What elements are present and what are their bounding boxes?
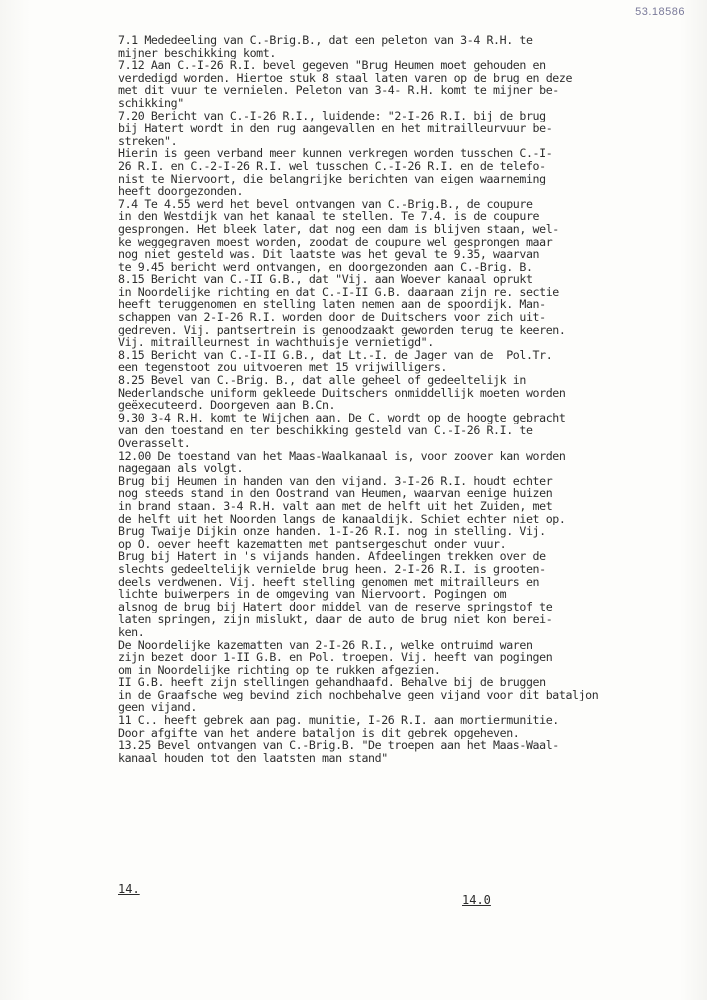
text-line: zijn bezet door 1-II G.B. en Pol. troepen. Vij. heeft van pogingen	[118, 651, 553, 664]
text-line: 8.15 Bericht van C.-I-II G.B., dat Lt.-I. de Jager van de Pol.Tr.	[118, 348, 553, 362]
text-line: mijner beschikking komt.	[118, 46, 276, 60]
text-line: II G.B. heeft zijn stellingen gehandhaafd. Behalve bij de bruggen	[118, 676, 546, 689]
text-line: een tegenstoot zou uitvoeren met 15 vrijwilligers.	[118, 361, 448, 375]
text-line: bij Hatert wordt in den rug aangevallen en het mitrailleurvuur be-	[118, 122, 553, 135]
text-line: Brug bij Heumen in handen van den vijand. 3-I-26 R.I. houdt echter	[118, 474, 553, 488]
text-line: gesprongen. Het bleek later, dat nog een dam is blijven staan, wel-	[118, 222, 559, 236]
text-line: heeft doorgezonden.	[118, 185, 244, 198]
text-line: 7.20 Bericht van C.-I-26 R.I., luidende: "2-I-26 R.I. bij de brug	[118, 109, 546, 123]
text-line: 7.4 Te 4.55 werd het bevel ontvangen van C.-Brig.B., de coupure	[118, 197, 533, 211]
text-line: nog niet gesteld was. Dit laatste was het geval te 9.35, waarvan	[118, 248, 540, 261]
text-line: van den toestand en ter beschikking gesteld van C.-I-26 R.I. te	[118, 424, 533, 437]
text-line: te 9.45 bericht werd ontvangen, en doorgezonden aan C.-Brig. B.	[118, 260, 533, 274]
text-line: deels verdwenen. Vij. heeft stelling genomen met mitrailleurs en	[118, 575, 540, 589]
text-line: nog steeds stand in den Oostrand van Heumen, waarvan eenige huizen	[118, 487, 553, 500]
text-line: 8.25 Bevel van C.-Brig. B., dat alle geheel of gedeeltelijk in	[118, 374, 526, 387]
text-line: schappen van 2-I-26 R.I. worden door de Duitschers voor zich uit-	[118, 311, 546, 324]
text-line: 13.25 Bevel ontvangen van C.-Brig.B. "De troepen aan het Maas-Waal-	[118, 739, 559, 752]
text-line: op O. oever heeft kazematten met pantsergeschut onder vuur.	[118, 537, 507, 551]
text-line: streken".	[118, 134, 178, 148]
text-line: geen vijand.	[118, 701, 197, 715]
text-line: in Noordelijke richting en dat C.-I-II G.B. daaraan zijn re. sectie	[118, 285, 559, 299]
text-line: Brug bij Hatert in 's vijands handen. Afdeelingen trekken over de	[118, 550, 546, 563]
text-line: gedreven. Vij. pantsertrein is genoodzaakt geworden terug te keeren.	[118, 323, 566, 337]
text-line: Hierin is geen verband meer kunnen verkregen worden tusschen C.-I-	[118, 147, 553, 160]
text-line: 7.1 Mededeeling van C.-Brig.B., dat een peleton van 3-4 R.H. te	[118, 34, 533, 47]
text-line: Brug Twaije Dijkin onze handen. 1-I-26 R.I. nog in stelling. Vij.	[118, 525, 546, 538]
text-line: De Noordelijke kazematten van 2-I-26 R.I., welke ontruimd waren	[118, 638, 533, 652]
archive-number-stamp: 53.18586	[635, 6, 685, 18]
text-line: nist te Niervoort, die belangrijke berichten van eigen waarneming	[118, 172, 546, 186]
text-line: de helft uit het Noorden langs de kanaaldijk. Schiet echter niet op.	[118, 512, 566, 526]
text-line: 12.00 De toestand van het Maas-Waalkanaal is, voor zoover kan worden	[118, 449, 566, 463]
text-line: slechts gedeeltelijk vernielde brug heen. 2-I-26 R.I. is grooten-	[118, 562, 546, 576]
typed-report-text	[118, 34, 678, 764]
text-line: schikking"	[118, 96, 184, 110]
text-line: Nederlandsche uniform gekleede Duitschers onmiddellijk moeten worden	[118, 386, 566, 400]
text-line: kanaal houden tot den laatsten man stand"	[118, 751, 388, 765]
text-line: Vij. mitrailleurnest in wachthuisje vernietigd".	[118, 336, 434, 349]
time-mark-right: 14.0	[462, 893, 491, 907]
text-line: Overasselt.	[118, 437, 191, 450]
text-line: in de Graafsche weg bevind zich nochbehalve geen vijand voor dit bataljon	[118, 688, 599, 702]
text-line: laten springen, zijn mislukt, daar de auto de brug niet kon berei-	[118, 613, 553, 626]
text-line: ken.	[118, 625, 145, 639]
text-line: heeft teruggenomen en stelling laten nemen aan de spoordijk. Man-	[118, 298, 546, 312]
text-line: ke weggegraven moest worden, zoodat de coupure wel gesprongen maar	[118, 235, 553, 249]
text-line: 7.12 Aan C.-I-26 R.I. bevel gegeven "Brug Heumen moet gehouden en	[118, 59, 546, 72]
text-line: 8.15 Bericht van C.-II G.B., dat "Vij. aan Woever kanaal oprukt	[118, 273, 533, 286]
text-line: 9.30 3-4 R.H. komt te Wijchen aan. De C. wordt op de hoogte gebracht	[118, 411, 566, 425]
text-line: 11 C.. heeft gebrek aan pag. munitie, I-26 R.I. aan mortiermunitie.	[118, 714, 559, 727]
text-line: Door afgifte van het andere bataljon is dit gebrek opgeheven.	[118, 726, 520, 740]
text-line: in den Westdijk van het kanaal te stellen. Te 7.4. is de coupure	[118, 210, 540, 223]
time-mark-left: 14.	[118, 882, 140, 896]
text-line: in brand staan. 3-4 R.H. valt aan met de helft uit het Zuiden, met	[118, 499, 553, 513]
text-line: nagegaan als volgt.	[118, 462, 244, 475]
text-line: geëxecuteerd. Doorgeven aan B.Cn.	[118, 399, 336, 412]
text-line: 26 R.I. en C.-2-I-26 R.I. wel tusschen C.-I-26 R.I. en de telefo-	[118, 159, 546, 173]
text-line: om in Noordelijke richting op te rukken afgezien.	[118, 663, 441, 677]
text-line: met dit vuur te vernielen. Peleton van 3-4- R.H. komt te mijner be-	[118, 84, 559, 97]
text-line: lichte buiwerpers in de omgeving van Niervoort. Pogingen om	[118, 588, 507, 601]
text-line: alsnog de brug bij Hatert door middel van de reserve springstof te	[118, 600, 553, 614]
text-line: verdedigd worden. Hiertoe stuk 8 staal laten varen op de brug en deze	[118, 71, 573, 85]
